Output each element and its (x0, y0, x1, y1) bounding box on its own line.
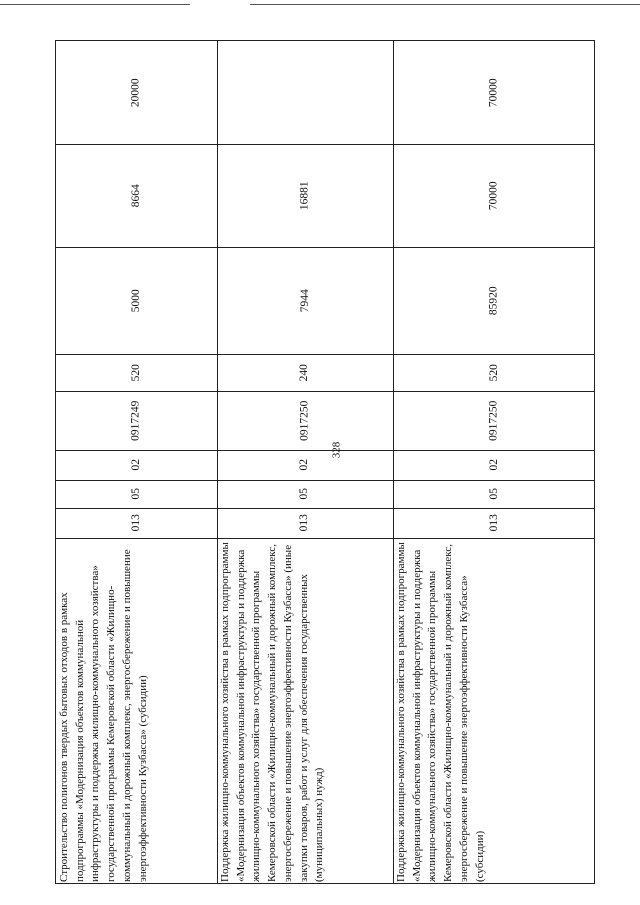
row-3-target: 0917250 (487, 400, 500, 441)
row-1-subsection: 02 (129, 459, 142, 471)
row-3-subsection: 02 (487, 459, 500, 471)
row-2-ministry: 013 (298, 514, 311, 532)
row-3-year2: 70000 (487, 181, 500, 210)
col-divider-year2 (56, 144, 594, 145)
row-1-description: Строительство полигонов твердых бытовых отходов в рамках подпрограммы «Модернизация объектов коммунальной инфраструктуры и поддержка жилищно-коммунального хозяйства» государственной программы Кемеровской области «Жилищно-коммунальный и дорожный комплекс, энергосбережение и повышение энергоэффективности Кузбасса» (субсидии) (58, 549, 149, 882)
row-2-expense-type: 240 (298, 363, 311, 382)
budget-table (55, 40, 595, 884)
row-2-target: 0917250 (298, 400, 311, 441)
row-3-expense-type: 520 (487, 363, 500, 382)
row-2-year3 (217, 41, 393, 144)
row-2-year2: 16881 (298, 181, 311, 210)
row-2-description: Поддержка жилищно-коммунального хозяйства в рамках подпрограммы «Модернизация объектов коммунальной инфраструктуры и поддержка жилищно-коммунального хозяйства» государственной программы Кемеровской области «Жилищно-коммунальный и дорожный комплекс, энергосбережение и повышение энергоэффективности Кузбасса» (иные закупки товаров, работ и услуг для обеспечения государственных (муниципальных) нужд) (219, 542, 326, 882)
row-1-section: 05 (129, 488, 142, 500)
row-1-target: 0917249 (129, 400, 142, 441)
row-2-year1: 7944 (298, 289, 311, 312)
row-3-description-cell (393, 538, 596, 885)
row-3-year1: 85920 (487, 286, 500, 315)
row-3-year3 (393, 41, 596, 144)
row-1-description-cell (56, 538, 217, 885)
row-3-ministry: 013 (487, 514, 500, 532)
row-3-year3-text: 70000 (487, 78, 500, 107)
page-number-text: 328 (330, 441, 342, 459)
row-3-description: Поддержка жилищно-коммунального хозяйства в рамках подпрограммы «Модернизация объектов коммунальной инфраструктуры и поддержка жилищно-коммунального хозяйства» государственной программы Кемеровской области «Жилищно-коммунальный и дорожный комплекс, энергосбережение и повышение энергоэффективности Кузбасса» (субсидии) (395, 542, 486, 882)
row-1-year3-text: 20000 (129, 78, 142, 107)
row-1-year1: 5000 (129, 289, 142, 312)
row-1-year3 (56, 41, 217, 144)
top-rule-right (250, 4, 640, 5)
row-2-section: 05 (298, 488, 311, 500)
row-1-ministry: 013 (129, 514, 142, 532)
row-3-section: 05 (487, 488, 500, 500)
row-2-subsection: 02 (298, 459, 311, 471)
top-rule-left (0, 4, 190, 5)
row-1-year2: 8664 (129, 184, 142, 207)
row-2-description-cell (217, 538, 393, 885)
row-1-expense-type: 520 (129, 363, 142, 382)
